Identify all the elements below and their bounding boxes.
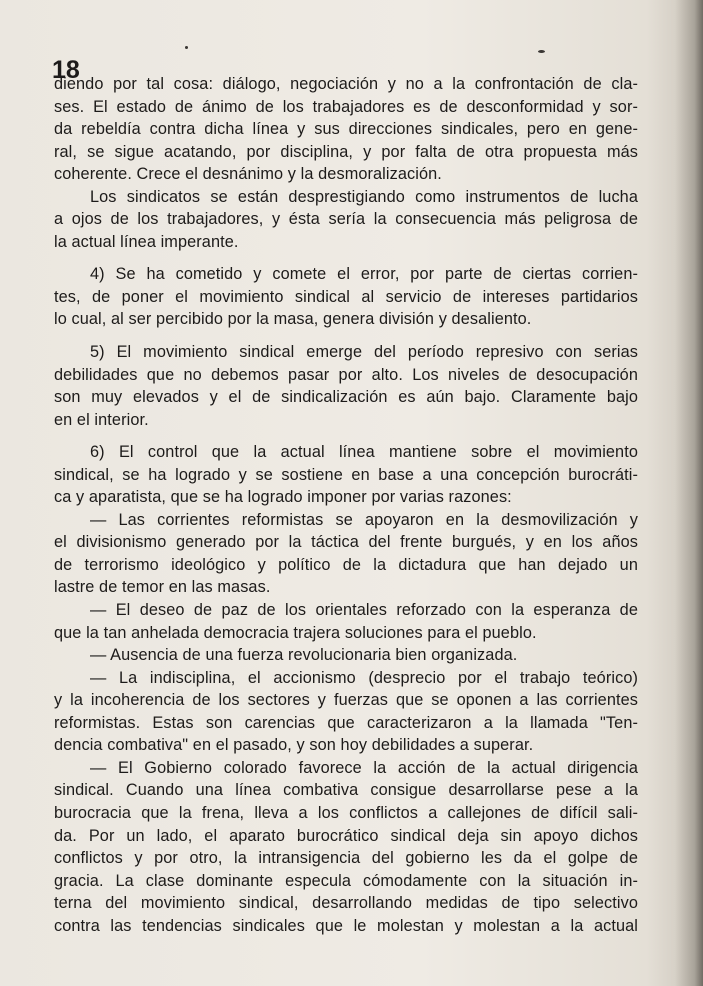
text-line: terna del movimiento sindical, desarrollando medidas de tipo selectivo [54,894,638,913]
text-line: tes, de poner el movimiento sindical al servicio de intereses partidarios [54,287,638,306]
text-line: da. Por un lado, el aparato burocrático sindical deja sin apoyo dichos [54,826,638,845]
text-line: gracia. La clase dominante especula cómodamente con la situación in- [54,871,638,890]
text-line: reformistas. Estas son carencias que caracterizaron a la llamada "Ten- [54,713,638,732]
text-line: 4) Se ha cometido y comete el error, por parte de ciertas corrien- [90,265,638,284]
text-line: contra las tendencias sindicales que le molestan y molestan a la actual [54,916,638,935]
text-line: lastre de temor en las masas. [54,578,271,597]
ink-speck [185,46,188,49]
paragraph-gap [54,431,638,441]
text-line: — El Gobierno colorado favorece la acción de la actual dirigencia [90,758,638,777]
paragraph [54,599,638,644]
text-line: ses. El estado de ánimo de los trabajadores es de desconformidad y sor- [54,97,638,116]
text-line: burocracia que la frena, lleva a los conflictos a callejones de difícil sali- [54,803,638,822]
text-line: lo cual, al ser percibido por la masa, genera división y desaliento. [54,310,532,329]
paragraph-gap [54,331,638,341]
text-line: ca y aparatista, que se ha logrado imponer por varias razones: [54,488,512,507]
text-line: 5) El movimiento sindical emerge del período represivo con serias [90,343,638,362]
paragraph [54,441,638,509]
text-line: el divisionismo generado por la táctica del frente burgués, y en los años [54,533,638,552]
text-line: la actual línea imperante. [54,232,239,251]
text-line: a ojos de los trabajadores, y ésta sería la consecuencia más peligrosa de [54,210,638,229]
text-line: que la tan anhelada democracia trajera soluciones para el pueblo. [54,623,537,642]
text-line: conflictos y por otro, la intransigencia del gobierno les da el golpe de [54,849,638,868]
text-line: y la incoherencia de los sectores y fuerzas que se oponen a las corrientes [54,691,638,710]
text-line: 6) El control que la actual línea mantiene sobre el movimiento [90,443,638,462]
paragraph [54,644,638,667]
page-edge-shadow [675,0,703,986]
text-line: dencia combativa" en el pasado, y son hoy debilidades a superar. [54,736,534,755]
text-line: coherente. Crece el desnánimo y la desmoralización. [54,165,442,184]
text-line: son muy elevados y el de sindicalización es aún bajo. Claramente bajo [54,388,638,407]
page-number: 18 [52,56,80,84]
text-line: debilidades que no debemos pasar por alto. Los niveles de desocupación [54,365,638,384]
text-line: — Ausencia de una fuerza revolucionaria bien organizada. [90,646,518,665]
text-line: — Las corrientes reformistas se apoyaron en la desmovilización y [90,510,638,529]
text-line: da rebeldía contra dicha línea y sus direcciones sindicales, pero en gene- [54,120,638,139]
text-line: ral, se sigue acatando, por disciplina, y por falta de otra propuesta más [54,142,638,161]
ink-speck [538,50,545,53]
body-text [54,73,638,937]
paragraph-gap [54,253,638,263]
text-line: sindical. Cuando una línea combativa consigue desarrollarse pese a la [54,781,638,800]
text-line: en el interior. [54,410,149,429]
text-line: diendo por tal cosa: diálogo, negociación y no a la confrontación de cla- [54,75,638,93]
text-line: — La indisciplina, el accionismo (desprecio por el trabajo teórico) [90,668,638,687]
text-line: de terrorismo ideológico y político de la dictadura que han dejado un [54,555,638,574]
paragraph [54,263,638,331]
paragraph [54,341,638,431]
paragraph [54,667,638,757]
paragraph [54,73,638,186]
text-line: Los sindicatos se están desprestigiando como instrumentos de lucha [90,187,638,206]
text-line: sindical, se ha logrado y se sostiene en base a una concepción burocráti- [54,465,638,484]
paragraph [54,186,638,254]
paragraph [54,757,638,937]
text-line: — El deseo de paz de los orientales reforzado con la esperanza de [90,601,638,620]
paragraph [54,509,638,599]
